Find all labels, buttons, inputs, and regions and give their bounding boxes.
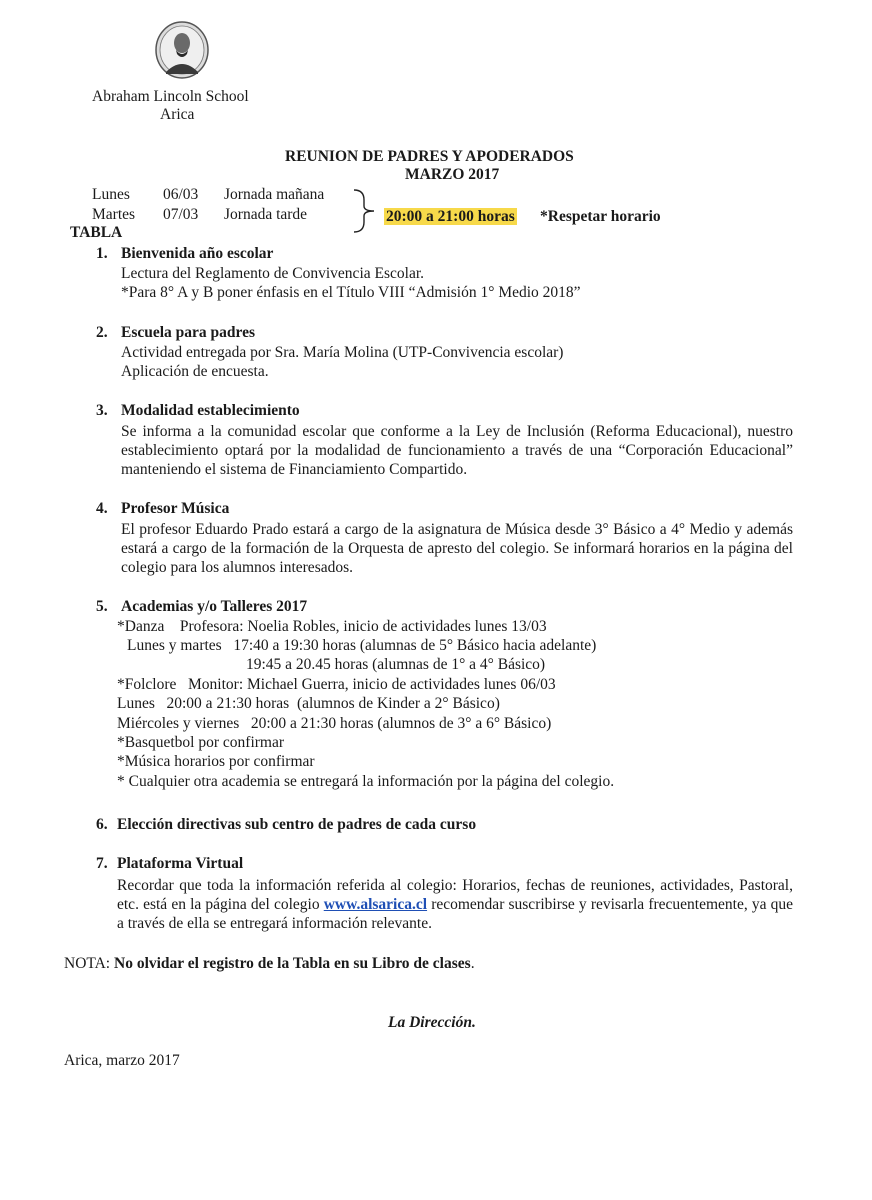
- paragraph-text: Recordar que toda la información referida al colegio: Horarios, fechas de reuniones, actividades, Pastoral, etc. está en la página del colegio: [117, 877, 793, 913]
- item-line: 19:45 a 20.45 horas (alumnas de 1° a 4° Básico): [246, 656, 546, 673]
- item-line: *Danza Profesora: Noelia Robles, inicio de actividades lunes 13/03: [117, 618, 547, 635]
- item-title: Modalidad establecimiento: [121, 402, 300, 419]
- item-line: Actividad entregada por Sra. María Molina (UTP-Convivencia escolar): [121, 344, 564, 361]
- item-paragraph: [117, 876, 793, 933]
- schedule-date: 07/03: [163, 206, 199, 223]
- school-name: Abraham Lincoln School: [92, 88, 249, 105]
- item-line: *Para 8° A y B poner énfasis en el Título VIII “Admisión 1° Medio 2018”: [121, 284, 581, 301]
- item-line: Miércoles y viernes 20:00 a 21:30 horas (alumnos de 3° a 6° Básico): [117, 715, 552, 732]
- school-seal-portrait: [154, 20, 210, 80]
- item-title: Escuela para padres: [121, 324, 256, 341]
- schedule-day: Lunes: [92, 186, 130, 203]
- item-number: 4.: [96, 500, 108, 517]
- item-line: Aplicación de encuesta.: [121, 363, 269, 380]
- item-number: 5.: [96, 598, 108, 615]
- school-website-link[interactable]: www.alsarica.cl: [323, 896, 428, 913]
- document-title: REUNION DE PADRES Y APODERADOS: [285, 148, 574, 165]
- item-title: Bienvenida año escolar: [121, 245, 274, 262]
- item-title: Plataforma Virtual: [117, 855, 244, 872]
- schedule-shift: Jornada tarde: [224, 206, 308, 223]
- tabla-label: TABLA: [70, 224, 123, 241]
- schedule-time: [384, 208, 517, 226]
- item-title: Academias y/o Talleres 2017: [121, 598, 308, 615]
- item-number: 1.: [96, 245, 108, 262]
- paragraph-text: recomendar suscribirse y revisarla frecuentemente, ya que a través de ella se entregará información relevante.: [117, 896, 794, 932]
- item-title: Profesor Música: [121, 500, 230, 517]
- item-line: Lunes 20:00 a 21:30 horas (alumnos de Kinder a 2° Básico): [117, 695, 500, 712]
- item-line: Lectura del Reglamento de Convivencia Escolar.: [121, 265, 424, 282]
- item-line: *Música horarios por confirmar: [117, 753, 315, 770]
- signature: La Dirección.: [388, 1014, 476, 1031]
- curly-brace-icon: [352, 188, 378, 234]
- item-title: Elección directivas sub centro de padres de cada curso: [117, 816, 477, 833]
- schedule-note: *Respetar horario: [540, 208, 661, 225]
- nota-text: No olvidar el registro de la Tabla en su Libro de clases: [114, 955, 471, 972]
- item-line: * Cualquier otra academia se entregará la información por la página del colegio.: [117, 773, 615, 790]
- schedule-date: 06/03: [163, 186, 199, 203]
- nota: NOTA: No olvidar el registro de la Tabla en su Libro de clases.: [64, 955, 475, 972]
- school-city: Arica: [160, 106, 195, 123]
- item-number: 2.: [96, 324, 108, 341]
- item-paragraph: El profesor Eduardo Prado estará a cargo de la asignatura de Música desde 3° Básico a 4° Medio y además estará a cargo de la formación de la Orquesta de apresto del colegio. Se informará horarios en la página del colegio para los alumnos interesados.: [121, 521, 793, 576]
- item-number: 3.: [96, 402, 108, 419]
- nota-label: NOTA:: [64, 955, 111, 972]
- item-line: Lunes y martes 17:40 a 19:30 horas (alumnas de 5° Básico hacia adelante): [127, 637, 597, 654]
- document-subtitle: MARZO 2017: [405, 166, 500, 183]
- schedule-time-highlight: 20:00 a 21:00 horas: [386, 208, 515, 225]
- item-number: 7.: [96, 855, 108, 872]
- item-paragraph: Se informa a la comunidad escolar que conforme a la Ley de Inclusión (Reforma Educacional), nuestro establecimiento optará por la modalidad de funcionamiento a través de una “Corporación Educacional” manteniendo el sistema de Financiamiento Compartido.: [121, 423, 793, 478]
- schedule-shift: Jornada mañana: [224, 186, 325, 203]
- item-line: *Basquetbol por confirmar: [117, 734, 285, 751]
- item-line: *Folclore Monitor: Michael Guerra, inicio de actividades lunes 06/03: [117, 676, 556, 693]
- footer-place-date: Arica, marzo 2017: [64, 1052, 180, 1069]
- schedule-day: Martes: [92, 206, 136, 223]
- item-number: 6.: [96, 816, 108, 833]
